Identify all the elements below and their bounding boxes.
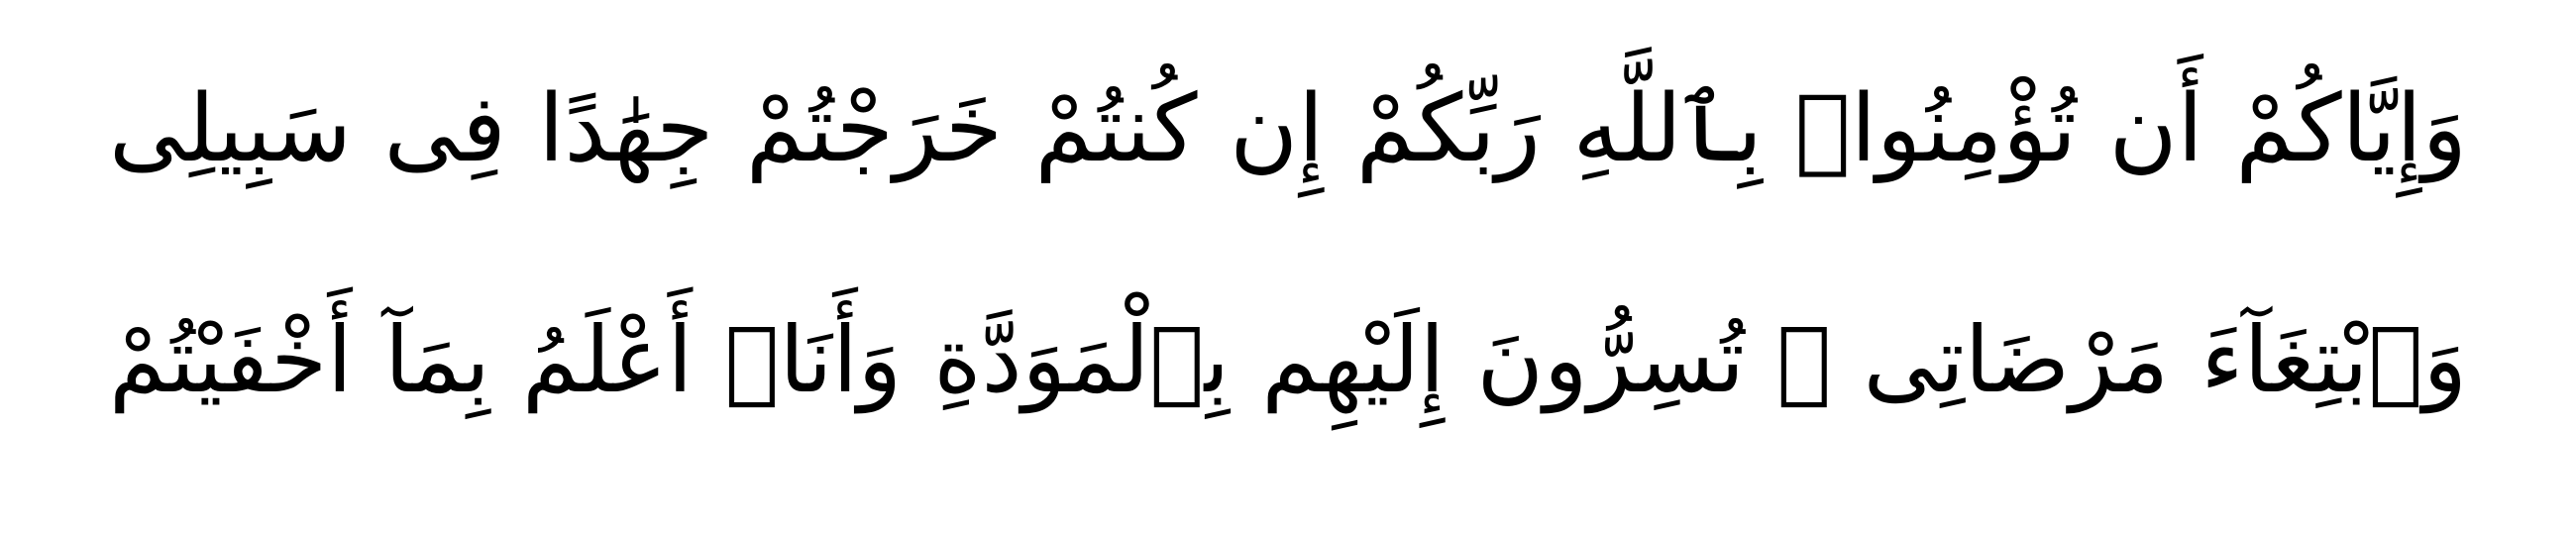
verse-line-2: وَٱبْتِغَآءَ مَرْضَاتِى ۚ تُسِرُّونَ إِلَيْهِم بِٱلْمَوَدَّةِ وَأَنَا۠ أَعْلَمُ بِمَآ أَخْفَيْتُمْ xyxy=(109,307,2467,413)
verse-line-1: وَإِيَّاكُمْ أَن تُؤْمِنُوا۟ بِٱللَّهِ رَبِّكُمْ إِن كُنتُمْ خَرَجْتُمْ جِهَٰدًا فِى سَبِيلِى xyxy=(109,75,2467,183)
